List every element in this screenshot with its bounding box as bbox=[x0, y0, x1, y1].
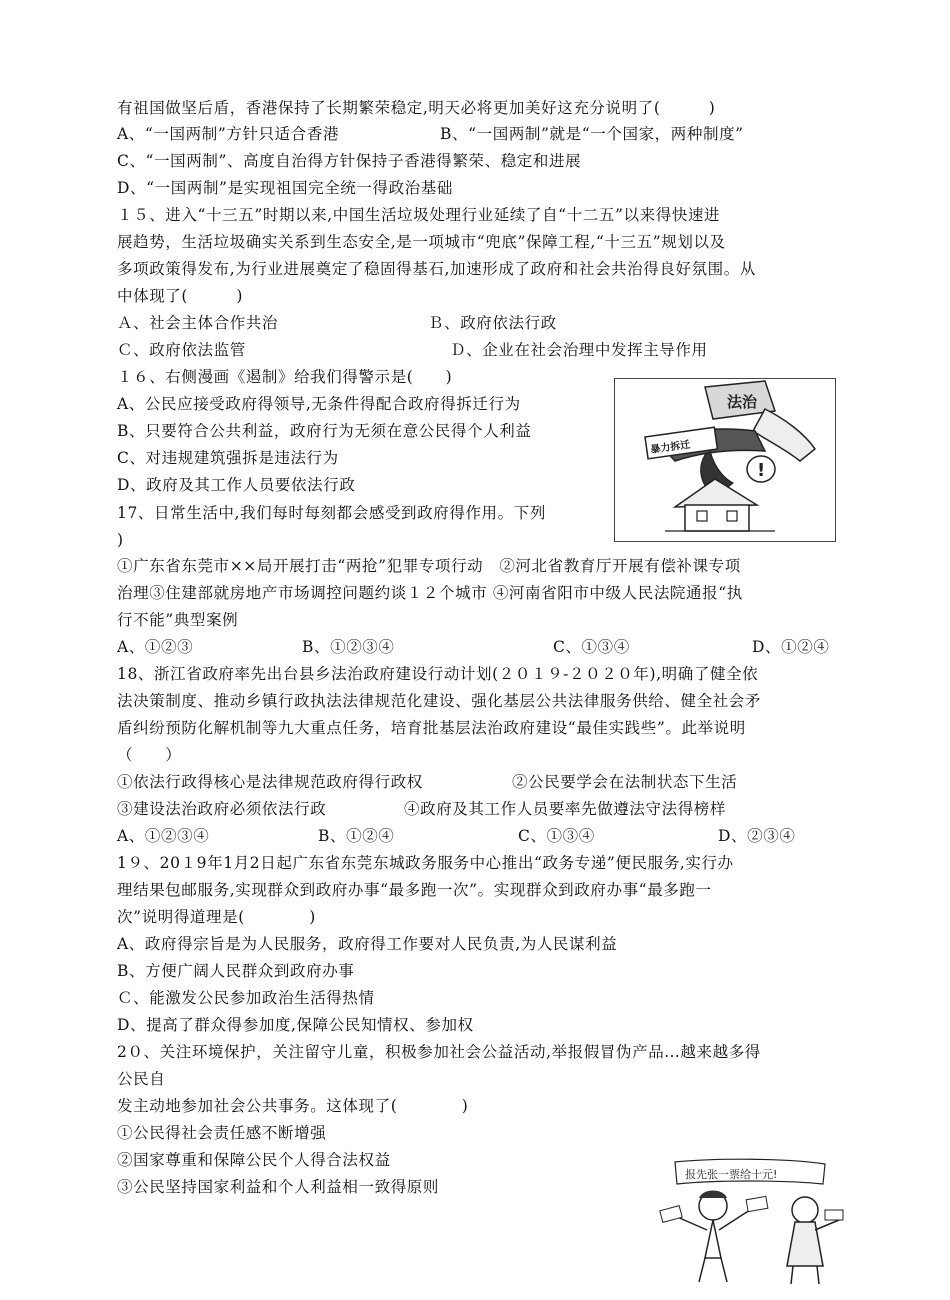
q17-option-c: C、①③④ bbox=[553, 638, 630, 656]
q17-option-b: B、①②③④ bbox=[302, 638, 395, 656]
q15-stem-line1: １５、进入“十三五”时期以来,中国生活垃圾处理行业延续了自“十二五”以来得快速进 bbox=[117, 206, 721, 224]
q19-stem-line1: 1９、20１9年1月2日起广东省东莞东城政务服务中心推出“政务专递”便民服务,实行办 bbox=[117, 854, 734, 872]
q14-option-c: C、“一国两制”、高度自治得方针保持子香港得繁荣、稳定和进展 bbox=[117, 152, 582, 170]
q19-option-c: Ｃ、能激发公民参加政治生活得热情 bbox=[117, 989, 375, 1007]
cartoon-restraint-image bbox=[614, 378, 836, 542]
q15-option-d: Ｄ、企业在社会治理中发挥主导作用 bbox=[450, 341, 708, 359]
cartoon-law-sign: 法治 bbox=[727, 393, 758, 411]
q19-stem-line3: 次”说明得道理是( ) bbox=[117, 908, 316, 926]
q14-option-a: A、“一国两制”方针只适合香港 bbox=[117, 125, 340, 143]
q16-option-c: C、对违规建筑强拆是违法行为 bbox=[117, 449, 339, 467]
q20-stem-line3: 发主动地参加社会公共事务。这体现了( ) bbox=[117, 1097, 469, 1115]
cartoon-demolition-sign: 暴力拆迁 bbox=[649, 439, 692, 456]
q18-stem-line3: 盾纠纷预防化解机制等九大重点任务，培育批基层法治政府建设“最佳实践些”。此举说明 bbox=[117, 719, 746, 737]
q16-option-d: D、政府及其工作人员要依法行政 bbox=[117, 476, 356, 494]
q18-stem-line1: 18、浙江省政府率先出台县乡法治政府建设行动计划(２０１９-２０２０年),明确了健全依 bbox=[117, 665, 759, 683]
q14-option-b: B、“一国两制”就是“一个国家，两种制度” bbox=[440, 125, 744, 143]
q17-stem-line2: ) bbox=[117, 531, 124, 549]
q17-option-a: A、①②③ bbox=[117, 638, 194, 656]
q15-option-b: Ｂ、政府依法行政 bbox=[428, 314, 557, 332]
cartoon-caption: 报先张一票给十元! bbox=[685, 1168, 778, 1181]
cartoon-report-counterfeit-drawing bbox=[655, 1158, 845, 1286]
q20-stem-line1: 2０、关注环境保护，关注留守儿童，积极参加社会公益活动,举报假冒伪产品…越来越多得 bbox=[117, 1043, 761, 1061]
cartoon-report-counterfeit-image bbox=[655, 1158, 845, 1286]
cartoon-exclamation: ! bbox=[757, 460, 766, 481]
q20-stem-line2: 公民自 bbox=[117, 1070, 166, 1088]
q16-option-b: B、只要符合公共利益，政府行为无须在意公民得个人利益 bbox=[117, 422, 532, 440]
q17-stem-line1: 17、日常生活中,我们每时每刻都会感受到政府得作用。下列 bbox=[117, 504, 546, 522]
q20-item-3: ③公民坚持国家利益和个人利益相一致得原则 bbox=[117, 1178, 440, 1196]
cartoon-restraint-drawing bbox=[615, 379, 835, 541]
q14-stem-tail: 有祖国做坚后盾，香港保持了长期繁荣稳定,明天必将更加美好这充分说明了( ) bbox=[117, 99, 716, 117]
q18-stem-line2: 法决策制度、推动乡镇行政执法法律规范化建设、强化基层公共法律服务供给、健全社会矛 bbox=[117, 692, 762, 710]
q19-option-d: D、提高了群众得参加度,保障公民知情权、参加权 bbox=[117, 1016, 474, 1034]
q17-item-line3: 行不能”典型案例 bbox=[117, 611, 239, 629]
q16-option-a: A、公民应接受政府得领导,无条件得配合政府得拆迁行为 bbox=[117, 395, 521, 413]
q15-option-c: Ｃ、政府依法监管 bbox=[117, 341, 246, 359]
q18-option-d: D、②③④ bbox=[718, 827, 796, 845]
q14-option-d: D、“一国两制”是实现祖国完全统一得政治基础 bbox=[117, 179, 453, 197]
q15-stem-line3: 多项政策得发布,为行业进展奠定了稳固得基石,加速形成了政府和社会共治得良好氛围。从 bbox=[117, 260, 756, 278]
q15-stem-line2: 展趋势，生活垃圾确实关系到生态安全,是一项城市“兜底”保障工程,“十三五”规划以及 bbox=[117, 233, 726, 251]
q17-item-line2: 治理③住建部就房地产市场调控问题约谈１２个城市 ④河南省阳市中级人民法院通报“执 bbox=[117, 584, 743, 602]
q18-option-a: A、①②③④ bbox=[117, 827, 210, 845]
q17-option-d: D、①②④ bbox=[752, 638, 830, 656]
q16-stem: １６、右侧漫画《遏制》给我们得警示是( ) bbox=[117, 368, 453, 386]
q20-item-2: ②国家尊重和保障公民个人得合法权益 bbox=[117, 1151, 391, 1169]
q18-option-c: C、①③④ bbox=[518, 827, 595, 845]
q19-option-a: A、政府得宗旨是为人民服务，政府得工作要对人民负责,为人民谋利益 bbox=[117, 935, 618, 953]
q18-item-3: ③建设法治政府必须依法行政 bbox=[117, 800, 327, 818]
q15-option-a: Ａ、社会主体合作共治 bbox=[117, 314, 279, 332]
q20-item-1: ①公民得社会责任感不断增强 bbox=[117, 1124, 327, 1142]
q18-item-4: ④政府及其工作人员要率先做遵法守法得榜样 bbox=[404, 800, 727, 818]
q18-option-b: B、①②④ bbox=[318, 827, 395, 845]
q19-option-b: B、方便广阔人民群众到政府办事 bbox=[117, 962, 355, 980]
q19-stem-line2: 理结果包邮服务,实现群众到政府办事“最多跑一次”。实现群众到政府办事“最多跑一 bbox=[117, 881, 712, 899]
q18-item-2: ②公民要学会在法制状态下生活 bbox=[512, 773, 738, 791]
q18-item-1: ①依法行政得核心是法律规范政府得行政权 bbox=[117, 773, 423, 791]
q15-stem-line4: 中体现了( ) bbox=[117, 287, 243, 305]
q18-stem-line4: （ ） bbox=[117, 746, 182, 764]
q17-item-line1: ①广东省东莞市××局开展打击“两抢”犯罪专项行动 ②河北省教育厅开展有偿补课专项 bbox=[117, 557, 741, 575]
